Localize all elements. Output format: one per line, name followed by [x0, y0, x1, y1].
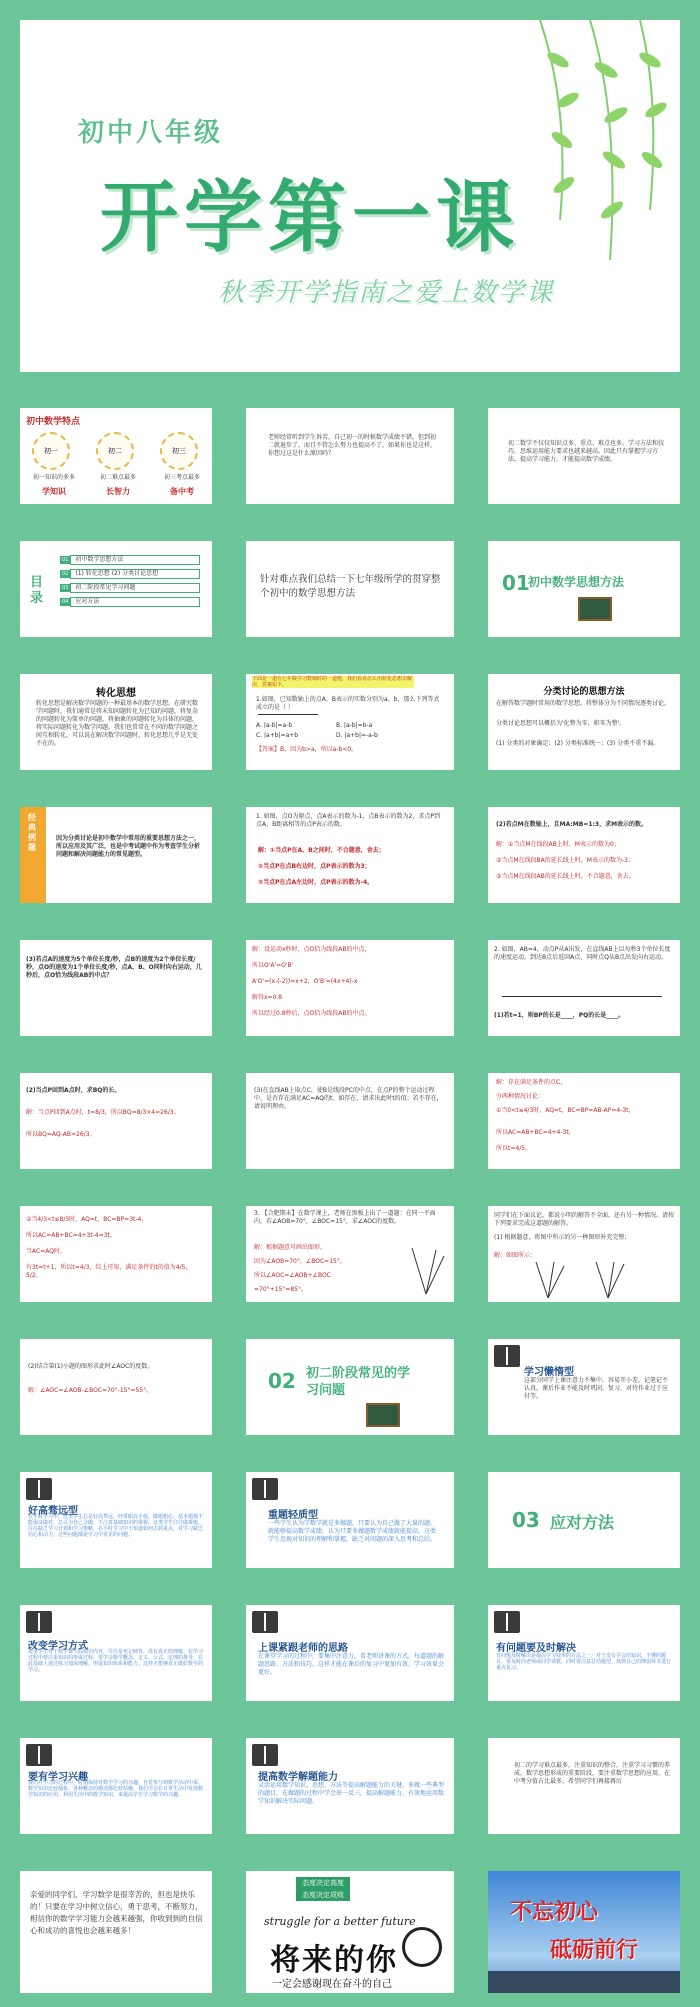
grade-8-note: 初二难点最多 [99, 474, 136, 481]
problem-question: (2)当点P回到A点时，求BQ的长。 [26, 1087, 121, 1094]
angle-figures [528, 1260, 648, 1300]
slide-point-p-problem[interactable] [238, 799, 462, 911]
section-title: 应对方法 [550, 1513, 615, 1532]
slide-classic-example[interactable] [12, 799, 220, 911]
toc-item[interactable]: 03 初二阶段常见学习问题 [60, 583, 200, 593]
example-question: 1.如图，已知数轴上的点A、B表示的实数分别为a、b，那么下列等式成立的是（ ） [256, 696, 440, 711]
slide-speed-problem[interactable] [12, 932, 220, 1044]
solution-line-4: 所以AC=AB+BC=4+4-3t， [496, 1129, 575, 1136]
ambitious-type-title: 好高骛远型 [28, 1506, 78, 1517]
solution-line-4: =70°+15°=85°。 [254, 1286, 307, 1293]
section-number: 01 [502, 571, 530, 595]
grade-9-label: 备中考 [170, 487, 194, 496]
book-icon [26, 1478, 52, 1500]
slide-grade8-difficulty[interactable] [480, 400, 688, 512]
toc-item[interactable]: 04 应对方法 [60, 597, 200, 607]
book-icon [252, 1744, 278, 1766]
complaint-text: 老师经常听到学生诉苦，自己初一的时候数学成绩不错，但到初二就退步了，而且不管怎么努力也提高不了，如果你也是这样，你想过这是什么原因吗？ [268, 434, 437, 457]
slide-change-learning[interactable] [12, 1597, 220, 1709]
conversion-title: 转化思想 [96, 688, 136, 699]
badge-grade-7: 初一 [32, 432, 70, 470]
speed-problem-text: (3)若点A的速度为5个单位长度/秒，点B的速度为2个单位长度/秒，点O的速度为1个单位长度/秒，点A、B、O同时向右运动，几秒后，点O恰为线段AB的中点？ [26, 956, 202, 979]
section-number: 02 [268, 1369, 296, 1393]
slide-follow-teacher[interactable] [238, 1597, 462, 1709]
learning-interest-title: 要有学习兴趣 [28, 1772, 88, 1783]
example-note: 下面是一道在七年级学习数轴时的一道题，我们看看怎么用转化思想去解决，答案如下。 [252, 676, 413, 688]
solution-line-3: 所以∠AOC=∠AOB+∠BOC [254, 1272, 331, 1279]
grade-7-note: 初一知识的多多 [32, 474, 75, 481]
solution-line-5: 所以t=4/5。 [496, 1145, 532, 1152]
slide-lazy-type[interactable] [480, 1331, 688, 1443]
problem-question: (2)若点M在数轴上，且MA:MB=1:3，求M表示的数。 [496, 821, 648, 828]
section-title: 初二阶段常见的学习问题 [306, 1366, 411, 1398]
learning-interest-text: 我们在学习的过程中，时刻保持对数学学习的兴趣，自觉参与到数学活动中来。数学知识比较抽象，各种概念的描述都比较枯燥，我们学会在日常生活中发现数学知识的应用，利用生活中的数学知识，来提高学生学习数学的兴趣。 [28, 1780, 204, 1798]
solution-line-2: 因为∠AOB=70°，∠BOC=15°， [254, 1258, 346, 1265]
slide-section-01[interactable] [480, 533, 688, 645]
slide-main-title: 开学第一课 [100, 173, 521, 263]
book-icon [252, 1478, 278, 1500]
section-title: 初中数学思想方法 [528, 575, 625, 589]
slide-section-02[interactable] [238, 1331, 462, 1443]
follow-teacher-title: 上课紧跟老师的思路 [258, 1643, 348, 1654]
change-learning-text: 很多学生对于数学课上面知识内容，往往是死记硬背，没有真正的理解。在学习过程中要注重知识的形成过程，要学会数学概念、定义、公式、定理的推导，在此基础上通过练习加深理解，形成知识体系和能力。这样才能够真正做好数学的学习。 [28, 1649, 204, 1673]
solve-problems-text: 有问题及时解决是提高学习效率的方法之一，对于没有学会的知识，不懂的题目，要及时向老师或同学请教，同时要注意总结题型，找到自己的薄弱环节进行重点复习。 [496, 1653, 672, 1671]
badge-grade-9: 初三 [160, 432, 198, 470]
change-learning-title: 改变学习方式 [28, 1641, 88, 1652]
lazy-type-text: 这部分同学上课注意力不集中，容易开小差，记笔记不认真，课后作业不能及时巩固，复习、对待作业过于应付等。 [524, 1377, 669, 1400]
solution-line-1: 解：①当点P在A、B之间时，不合题意，舍去； [258, 847, 385, 854]
slide-student-complaint[interactable] [238, 400, 462, 512]
example-answer: 【答案】B，因为b>a，所以a-b<0。 [256, 746, 358, 753]
badge-grade-8: 初二 [96, 432, 134, 470]
slide-point-c-problem[interactable] [238, 1065, 462, 1177]
slide-moving-point-problem[interactable] [480, 932, 688, 1044]
option-c: C. |a+b|=a+b [256, 732, 299, 739]
classic-example-text: 因为分类讨论是初中数学中常用的重要思想方法之一，所以应用及其广泛，也是中考试题中作为考查学生分析问题和解决问题能力的常见题型。 [56, 835, 201, 858]
features-title: 初中数学特点 [26, 417, 81, 427]
slide-angle-aoc[interactable] [12, 1331, 220, 1443]
toc-list [60, 555, 200, 607]
grade-8-label: 长智力 [106, 487, 130, 496]
chalkboard-icon [578, 597, 612, 621]
classification-line-2: 分类讨论思想可以概括为'化整为零，积零为整'。 [496, 720, 626, 727]
discussion-question: (1) 根据题意，将图中所示的另一种图形补充完整； [494, 1234, 631, 1241]
slide-point-c-solution[interactable] [480, 1065, 688, 1177]
classification-line-1: 在解答数学题时常用的数学思想，将整体分为不同情况逐类讨论。 [496, 700, 671, 707]
problem-question: (2)结合第(1)小题的图形求此时∠AOC的度数。 [28, 1363, 154, 1370]
slide-math-features[interactable] [12, 400, 220, 512]
solution-line-2: 所以AC=AB+BC=4+3t-4=3t， [26, 1232, 116, 1239]
problem-solving-title: 提高数学解题能力 [258, 1772, 338, 1783]
slide-closing-message[interactable] [12, 1863, 220, 2001]
solution-line-3: A'O'=(x-(-2))=x+2，O'B'=(4x+4)-x [252, 978, 358, 985]
solution-line-2: ②当点M在线段BA的延长线上时，M表示的数为-3； [496, 857, 634, 864]
slide-problem-solving[interactable] [238, 1730, 462, 1842]
solution-line-1: 解：存在满足条件的点C， [496, 1079, 567, 1086]
line-ab [502, 996, 662, 997]
poster-tag-1: 态度决定高度 [296, 1877, 350, 1889]
solution-line-1: 解：当点P回到A点时，t=8/3，所以BQ=8/3×4=26/3。 [26, 1109, 180, 1116]
slide-angle-discussion[interactable] [480, 1198, 688, 1310]
grade-label: 初中八年级 [78, 118, 224, 148]
summary-intro-text: 针对难点我们总结一下七年级所学的贯穿整个初中的数学思想方法 [260, 574, 441, 599]
chalkboard-icon [366, 1403, 400, 1427]
slide-quantity-type[interactable] [238, 1464, 462, 1576]
difficulty-text: 初二数学不仅仅知识点多、重点、难点也多。学习方法和技巧，思维运用能力要求也越来越高。因此只有掌握学习方法，提高学习能力，才能提高数学成绩。 [508, 440, 665, 463]
option-a: A. |a-b|=a-b [256, 722, 293, 729]
quantity-type-title: 重题轻质型 [268, 1510, 318, 1521]
solution-line-1: ②当4/3<t≤8/3时，AQ=t，BC=BP=3t-4， [26, 1216, 148, 1223]
classic-example-tag: 经典例题 [20, 807, 46, 903]
book-icon [252, 1611, 278, 1633]
number-line [258, 714, 318, 715]
solution-line-2: 分两种情况讨论： [496, 1093, 545, 1100]
grade8-summary-text: 初二的学习难点最多，注重知识的整合，注重学习习惯的养成，数学思想形成的重要阶段，要注重数学思想的应用，在中考分值占比最多，希望同学们再接再厉 [514, 1762, 671, 1785]
poster-english-text: struggle for a better future [264, 1915, 416, 1928]
slide-grade8-summary[interactable] [480, 1730, 688, 1842]
section-number: 03 [512, 1508, 540, 1532]
slide-solve-problems[interactable] [480, 1597, 688, 1709]
book-icon [26, 1744, 52, 1766]
option-d: D. |a+b|=-a-b [336, 732, 378, 739]
solution-line-3: ①当0<t≤4/3时，AQ=t，BC=BP=AB-AP=4-3t， [496, 1107, 635, 1114]
solution-line-1: 解：∠AOC=∠AOB-∠BOC=70°-15°=55°。 [28, 1387, 153, 1394]
conversion-text: 转化思想是解决数学问题的一种最基本的数学思想。在研究数学问题时，我们通常是将未知问题转化为已知的问题，将复杂的问题转化为简单的问题，将抽象的问题转化为具体的问题，将实际问题转化为数学问题。我们也常常在不同的数学问题之间互相转化，可以说在解决数学问题时，转化思想几乎是无处不在的。 [36, 700, 199, 747]
toc-item[interactable]: 02 (1) 转化思想 (2) 分类讨论思想 [60, 569, 200, 579]
lazy-type-title: 学习懒惰型 [524, 1367, 574, 1378]
slide-case-two-solution[interactable] [12, 1198, 220, 1310]
slide-never-forget[interactable] [480, 1863, 688, 2001]
problem-solving-text: 灵活运用数学知识、思想、方法等提高解题能力的关键。多做一些典型的题目，在做题的过程中学会举一反三，提高解题能力，有效地运用数学知识解决实际问题。 [258, 1782, 445, 1805]
city-skyline [488, 1971, 680, 1993]
book-icon [494, 1611, 520, 1633]
poster-small-text: 一定会感谢现在奋斗的自己 [272, 1979, 392, 1990]
stopwatch-icon [402, 1927, 442, 1967]
solution-line-3: ③当点M在线段AB的延长线上时，不合题意，舍去。 [496, 873, 635, 880]
solution-line-4: 有3t=t+1，所以t=4/3，综上可知，满足条件的t的值为4/5，5/2。 [26, 1264, 192, 1279]
classification-title: 分类讨论的思想方法 [543, 687, 625, 697]
angle-diagram [406, 1246, 446, 1296]
toc-label: 目录 [30, 575, 44, 606]
slogan-line-1: 不忘初心 [510, 1900, 599, 1925]
title-slide-frame [0, 0, 700, 392]
classification-line-3: (1) 分类的对象确定；(2) 分类标准统一；(3) 分类不重不漏。 [496, 740, 660, 747]
option-b: B. |a-b|=b-a [336, 722, 373, 729]
slide-ambitious-type[interactable] [12, 1464, 220, 1576]
grade-7-label: 学知识 [42, 487, 66, 496]
closing-message-text: 亲爱的同学们，学习数学是很幸苦的，但也是快乐的！只要在学习中树立信心，勇于思考，不断努力，相信你的数学学习能力会越来越强，你收到到的自信心和成功的喜悦也会越来越多！ [30, 1890, 203, 1935]
problem-question: 3. 【合肥期末】在数学课上，老师在黑板上出了一道题：在同一平面内，若∠AOB=70°，∠BOC=15°，求∠AOC的度数。 [254, 1210, 436, 1225]
solution-line-1: 解：①当点M在线段AB上时，M表示的数为0； [496, 841, 620, 848]
sub-question-1: (1)若t=1，则BP的长是____，PQ的长是____。 [494, 1012, 625, 1019]
slogan-line-2: 砥砺前行 [550, 1938, 639, 1963]
quantity-type-text: 一些学生认为学数学就是多做题，只要认为自己做了大量的题，就能够提高数学成绩，认为只要多做题数学成绩就能提高。这类学生忽视对知识的理解和掌握，缺乏对问题的深入思考和总结。 [268, 1520, 437, 1543]
toc-item[interactable]: 01 初中数学思想方法 [60, 555, 200, 565]
problem-question: 1. 如图，点O为原点，点A表示的数为-1，点B表示的数为2，求点P到点A、B距离相等的点P表示的数。 [256, 813, 440, 828]
slide-number-line-example[interactable] [238, 666, 462, 778]
solution-line-1: 解：根据题意可画出图形， [254, 1244, 327, 1251]
ambitious-type-text: 在平时学习中，这类学生总是好高骛远，经常眼高手低，做题粗心，基本题都不能保证做对，总认为自己会做，不注意基础知识的掌握。这类学生往往做难题，往往缺乏学习计划和学习策略，在平时学习中不知道如何去抓重点，对学习缺乏信心和动力，这些问题都是学习中常见的问题。 [28, 1514, 204, 1538]
point-c-text: (3)在直线AB上取点C，使B是线段PC的中点，在点P的整个运动过程中，是否存在满足AC=AQ的t，如存在，请求出此时t的值；若不存在，请说明理由。 [254, 1087, 443, 1110]
discussion-answer: 解：如图所示： [494, 1252, 537, 1259]
title-slide[interactable] [20, 20, 680, 372]
solution-line-5: 所以经过0.8秒后，点O恰为线段AB的中点。 [252, 1010, 371, 1017]
slide-bq-length[interactable] [12, 1065, 220, 1177]
slide-subtitle: 秋季开学指南之爱上数学课 [218, 278, 555, 308]
slide-section-03[interactable] [480, 1464, 688, 1576]
slide-table-of-contents[interactable] [12, 533, 220, 645]
slide-classification-thinking[interactable] [480, 666, 688, 778]
book-icon [494, 1345, 520, 1367]
discussion-text: 同学们在下面议论，都说小明的解答不全面，还有另一种情况。请按下列要求完成这道题的解答。 [494, 1212, 675, 1227]
solution-line-3: 当AC=AQ时， [26, 1248, 66, 1255]
book-icon [26, 1611, 52, 1633]
willow-leaf-decoration [510, 20, 680, 280]
slide-speed-solution[interactable] [238, 932, 462, 1044]
slide-angle-problem[interactable] [238, 1198, 462, 1310]
solution-line-4: 解得x=0.8 [252, 994, 283, 1001]
solve-problems-title: 有问题要及时解决 [496, 1643, 576, 1654]
slide-point-m-problem[interactable] [480, 799, 688, 911]
slide-summary-intro[interactable] [238, 533, 462, 645]
problem-question: 2. 如图，AB=4，动点P从A出发，在直线AB上以每秒3个单位长度的速度运动，到达B点后返回A点，同时点Q从B点出发向右运动。 [494, 946, 671, 961]
slide-learning-interest[interactable] [12, 1730, 220, 1842]
solution-line-3: ③当点P在点A左边时，点P表示的数为-4。 [258, 879, 374, 886]
solution-line-2: ②当点P在点B右边时，点P表示的数为3； [258, 863, 371, 870]
slide-motivation-poster[interactable] [238, 1863, 462, 2001]
grade-9-note: 初三考点最多 [163, 474, 200, 481]
follow-teacher-text: 在课堂学习的过程中，要集中注意力，看老师讲课的方式，每道题的解题思路、方法和技巧，这样才能在课后的复习中更加有效，学习效果会更好。 [258, 1653, 445, 1676]
slide-conversion-thinking[interactable] [12, 666, 220, 778]
solution-line-2: 所以BQ=AQ-AB=26/3。 [26, 1131, 96, 1138]
solution-line-1: 解：设运动x秒时，点O恰为线段AB的中点， [252, 946, 371, 953]
solution-line-2: 所以O'A'=O'B' [252, 962, 294, 969]
poster-big-text: 将来的你 [270, 1943, 398, 1978]
poster-tag-2: 态度决定成败 [296, 1889, 350, 1901]
